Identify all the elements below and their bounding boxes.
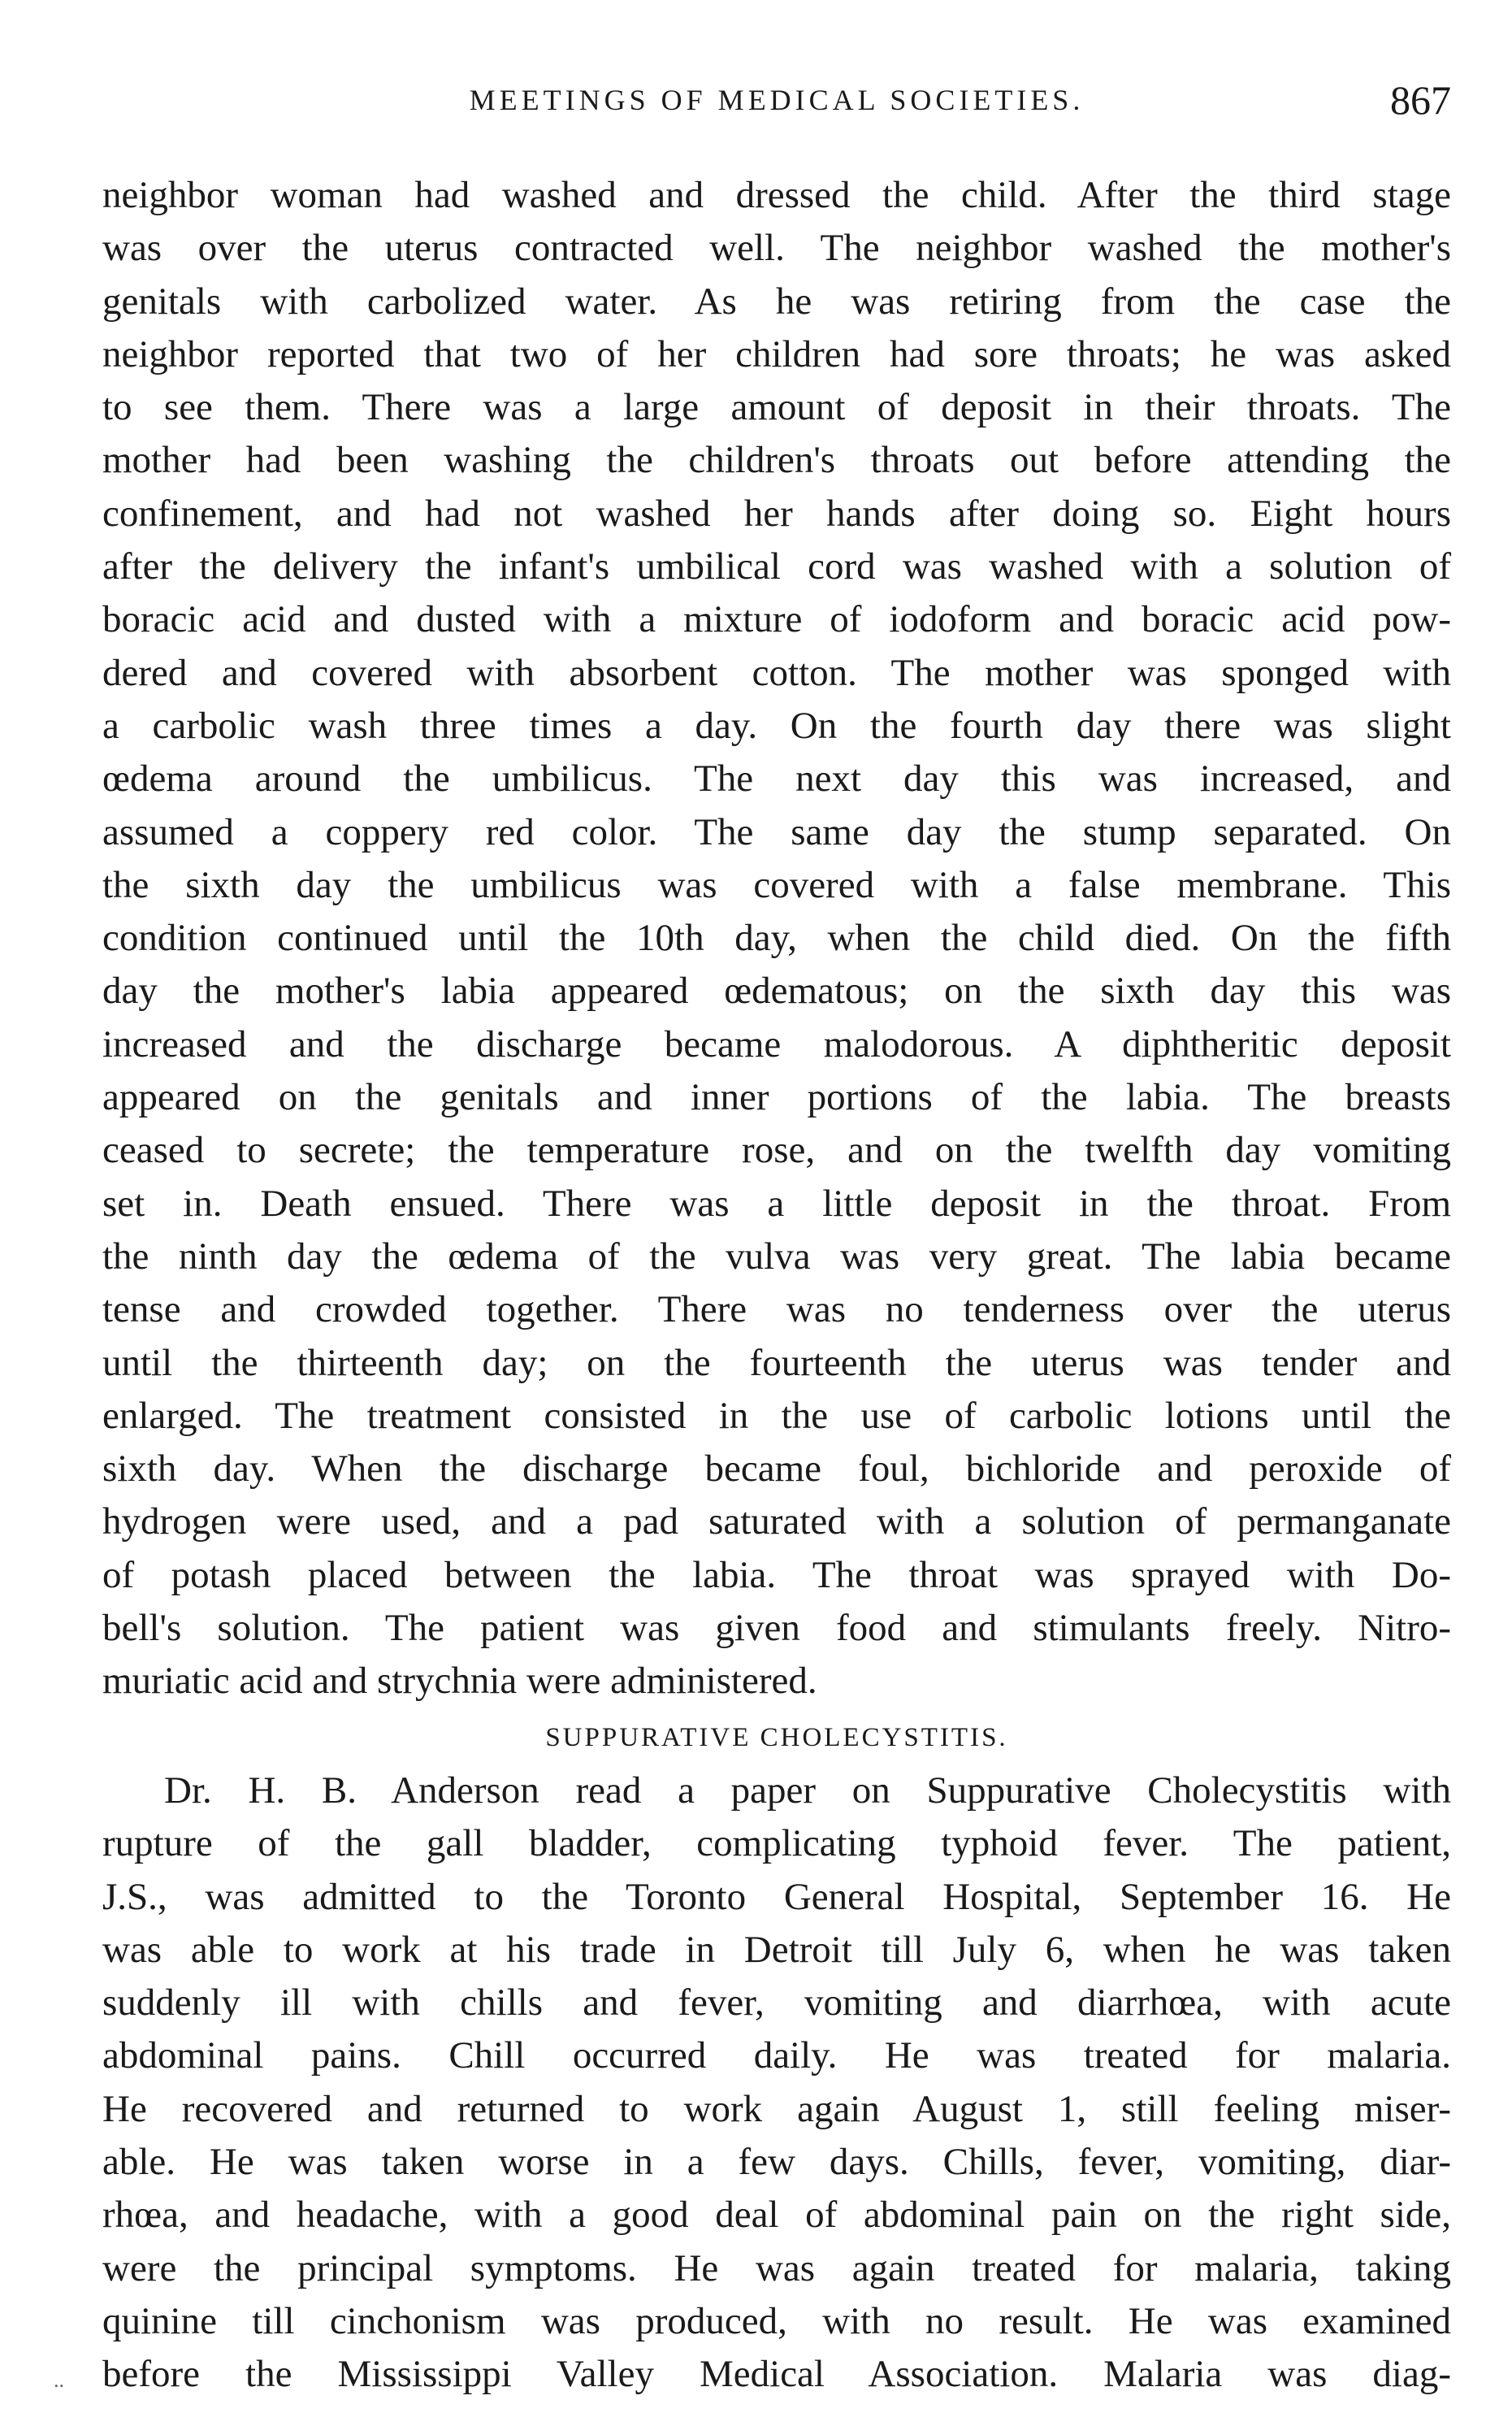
text-line: increased and the discharge became malodorous. A diphtheritic deposit (102, 1022, 1451, 1065)
text-line: the ninth day the œdema of the vulva was very great. The labia became (102, 1235, 1451, 1278)
section-heading: SUPPURATIVE CHOLECYSTITIS. (545, 1722, 1008, 1752)
text-line: J.S., was admitted to the Toronto General Hospital, September 16. He (102, 1875, 1451, 1918)
text-line: genitals with carbolized water. As he was retiring from the case the (102, 280, 1451, 323)
text-line: mother had been washing the children's throats out before attending the (102, 439, 1451, 482)
text-line: set in. Death ensued. There was a little deposit in the throat. From (102, 1182, 1451, 1225)
text-line: was able to work at his trade in Detroit till July 6, when he was taken (102, 1928, 1451, 1971)
text-line: condition continued until the 10th day, when the child died. On the fifth (102, 917, 1451, 960)
text-line: after the delivery the infant's umbilical cord was washed with a solution of (102, 545, 1451, 588)
paragraph-cholecystitis (102, 1764, 1451, 2402)
text-line: sixth day. When the discharge became foul, bichloride and peroxide of (102, 1447, 1451, 1491)
text-line: neighbor reported that two of her children had sore throats; he was asked (102, 332, 1451, 375)
text-line: dered and covered with absorbent cotton. The mother was sponged with (102, 651, 1451, 694)
text-line: enlarged. The treatment consisted in the use of carbolic lotions until the (102, 1394, 1451, 1437)
text-line: was over the uterus contracted well. The neighbor washed the mother's (102, 227, 1451, 270)
text-line: appeared on the genitals and inner portions of the labia. The breasts (102, 1076, 1451, 1119)
text-line: quinine till cinchonism was produced, with no result. He was examined (102, 2299, 1451, 2342)
text-line: able. He was taken worse in a few days. Chills, fever, vomiting, diar- (102, 2140, 1451, 2183)
text-line: boracic acid and dusted with a mixture of iodoform and boracic acid pow- (102, 598, 1451, 641)
text-line: until the thirteenth day; on the fourteenth the uterus was tender and (102, 1341, 1451, 1384)
text-line: hydrogen were used, and a pad saturated with a solution of permanganate (102, 1500, 1451, 1543)
running-title: MEETINGS OF MEDICAL SOCIETIES. (469, 84, 1085, 116)
text-line: neighbor woman had washed and dressed the child. After the third stage (102, 174, 1451, 216)
text-line: bell's solution. The patient was given food and stimulants freely. Nitro- (102, 1607, 1451, 1650)
text-line: abdominal pains. Chill occurred daily. He was treated for malaria. (102, 2034, 1451, 2077)
text-line: Dr. H. B. Anderson read a paper on Suppurative Cholecystitis with (164, 1769, 1451, 1812)
text-line: tense and crowded together. There was no tenderness over the uterus (102, 1288, 1451, 1331)
text-line: were the principal symptoms. He was again treated for malaria, taking (102, 2246, 1451, 2289)
body-text (102, 169, 1451, 2401)
running-head (102, 78, 1451, 127)
text-line: day the mother's labia appeared œdematous; on the sixth day this was (102, 970, 1451, 1013)
print-mark: .. (54, 2368, 64, 2392)
page-number: 867 (1390, 77, 1451, 123)
text-line: before the Mississippi Valley Medical Association. Malaria was diag- (102, 2353, 1451, 2396)
text-line: rupture of the gall bladder, complicating typhoid fever. The patient, (102, 1822, 1451, 1865)
text-line: a carbolic wash three times a day. On the fourth day there was slight (102, 704, 1451, 747)
text-line: œdema around the umbilicus. The next day this was increased, and (102, 757, 1451, 801)
text-line: muriatic acid and strychnia were administered. (102, 1660, 817, 1703)
text-line: confinement, and had not washed her hands after doing so. Eight hours (102, 492, 1451, 535)
text-line: of potash placed between the labia. The throat was sprayed with Do- (102, 1553, 1451, 1596)
text-line: suddenly ill with chills and fever, vomiting and diarrhœa, with acute (102, 1981, 1451, 2025)
text-line: to see them. There was a large amount of deposit in their throats. The (102, 386, 1451, 429)
text-line: rhœa, and headache, with a good deal of abdominal pain on the right side, (102, 2194, 1451, 2237)
text-line: the sixth day the umbilicus was covered with a false membrane. This (102, 863, 1451, 906)
text-line: ceased to secrete; the temperature rose, and on the twelfth day vomiting (102, 1129, 1451, 1172)
text-line: He recovered and returned to work again August 1, still feeling miser- (102, 2087, 1451, 2130)
text-line: assumed a coppery red color. The same day the stump separated. On (102, 810, 1451, 853)
paragraph-case-report (102, 169, 1451, 1708)
